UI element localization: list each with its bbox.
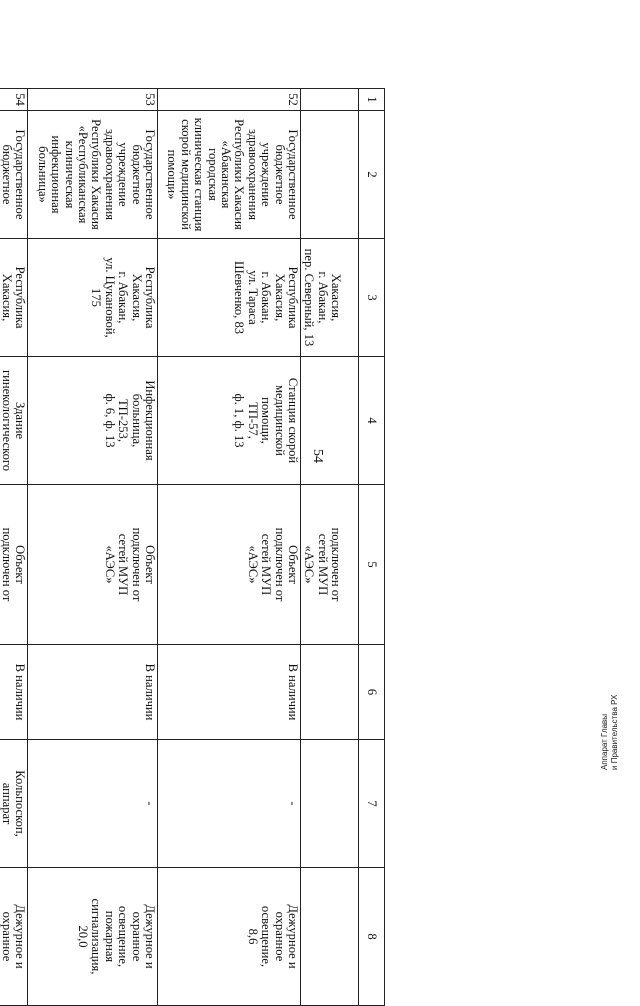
document-table-rotated: [0, 88, 385, 975]
cell-availability: В наличии: [28, 645, 158, 740]
cell-num: 53: [28, 89, 158, 111]
cell-connection: Объект подключен от: [0, 485, 28, 645]
cell-lighting: Дежурное и охранное освещение, 8,6: [158, 868, 301, 1006]
header-col-6: 6: [359, 645, 385, 740]
cell-object: Станция скорой медицинской помощи, ТП-57, ф. 1, ф. 13: [158, 357, 301, 485]
cell-object: [301, 357, 359, 485]
header-col-8: 8: [359, 868, 385, 1006]
cell-object: Инфекционная больница, ТП-253, ф. 6, ф. 13: [28, 357, 158, 485]
table-row: [28, 89, 158, 1006]
cell-name: Государственное бюджетное учреждение здравоохранения Республики Хакасия «Республиканская клиническая инфекционная больница»: [28, 111, 158, 239]
cell-object: Здание гинекологического: [0, 357, 28, 485]
cell-connection: подключен от сетей МУП «АЭС»: [301, 485, 359, 645]
cell-address: Республика Хакасия, г. Абакан, ул. Тараса Шевченко, 83: [158, 239, 301, 357]
cell-equipment: Кольпоскоп, аппарат: [0, 740, 28, 868]
cell-name: [301, 111, 359, 239]
cell-num: 54: [0, 89, 28, 111]
header-col-5: 5: [359, 485, 385, 645]
cell-connection: Объект подключен от сетей МУП «АЭС»: [28, 485, 158, 645]
cell-address: Республика Хакасия, г. Абакан, ул. Цукановой, 175: [28, 239, 158, 357]
cell-availability: В наличии: [158, 645, 301, 740]
equipment-table: [0, 88, 385, 1006]
header-col-3: 3: [359, 239, 385, 357]
office-stamp: [600, 570, 620, 770]
cell-equipment: -: [28, 740, 158, 868]
header-col-1: 1: [359, 89, 385, 111]
cell-equipment: [301, 740, 359, 868]
stamp-line-2: и Правительства РХ: [610, 694, 619, 770]
table-row: [0, 89, 28, 1006]
page-number: 54: [310, 449, 325, 463]
cell-equipment: -: [158, 740, 301, 868]
cell-num: [301, 89, 359, 111]
header-col-7: 7: [359, 740, 385, 868]
cell-address: Хакасия, г. Абакан, пер. Северный, 13: [301, 239, 359, 357]
table-row: [158, 89, 301, 1006]
cell-num: 52: [158, 89, 301, 111]
cell-lighting: Дежурное и охранное освещение, пожарная сигнализация, 20,0: [28, 868, 158, 1006]
cell-name: Государственное бюджетное: [0, 111, 28, 239]
cell-lighting: [301, 868, 359, 1006]
cell-availability: [301, 645, 359, 740]
cell-availability: В наличии: [0, 645, 28, 740]
cell-name: Государственное бюджетное учреждение здравоохранения Республики Хакасия «Абаканская городская клиническая станция скорой медицинской помощи»: [158, 111, 301, 239]
cell-connection: Объект подключен от сетей МУП «АЭС»: [158, 485, 301, 645]
header-col-2: 2: [359, 111, 385, 239]
cell-address: Республика Хакасия,: [0, 239, 28, 357]
stamp-line-1: Аппарат Главы: [600, 713, 609, 770]
header-col-4: 4: [359, 357, 385, 485]
cell-lighting: Дежурное и охранное: [0, 868, 28, 1006]
table-row: [301, 89, 359, 1006]
